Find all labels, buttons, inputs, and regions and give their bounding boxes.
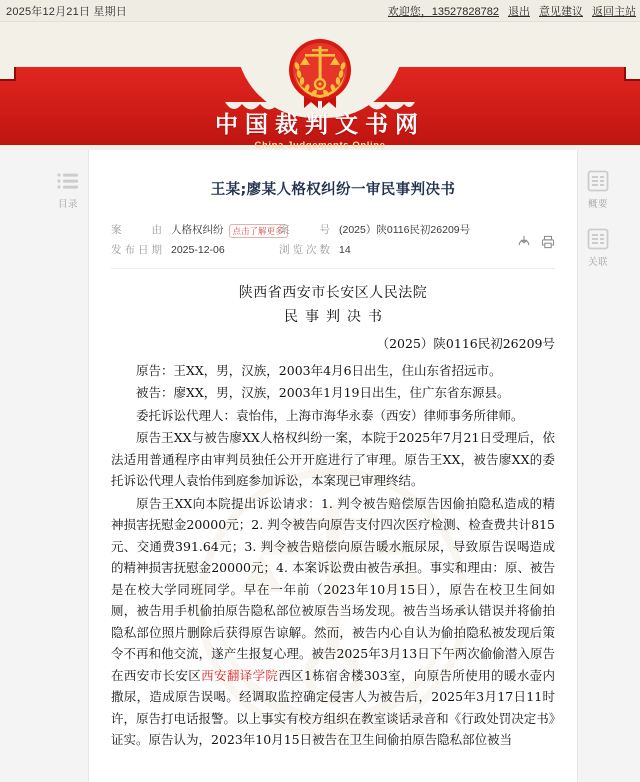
right-rail (578, 168, 618, 268)
list-outline-icon (55, 168, 81, 194)
meta-cause-label: 案 由 (111, 224, 165, 236)
site-subtitle: China Judgements Online (254, 140, 386, 150)
back-to-home-link[interactable]: 返回主站 (592, 5, 636, 18)
meta-row-2 (111, 241, 555, 261)
meta-pubdate-label: 发布日期 (111, 243, 165, 256)
meta-row-1 (111, 221, 555, 241)
document-content (111, 178, 555, 751)
rail-item-related[interactable] (585, 226, 611, 268)
site-title: 中国裁判文书网 (215, 112, 425, 138)
paragraph-procedure: 原告王XX与被告廖XX人格权纠纷一案，本院于2025年7月21日受理后，依法适用普通程序由审判员独任公开开庭进行了审理。原告王XX，被告廖XX的委托诉讼代理人袁怡伟到庭参加诉讼，本案现已审理终结。 (111, 430, 555, 489)
document-meta (111, 221, 555, 261)
rail-label-related: 关联 (587, 257, 608, 268)
paragraph-claims (111, 493, 555, 751)
meta-divider (111, 268, 555, 269)
document-panel[interactable] (88, 150, 578, 782)
document-kind: 民事判决书 (284, 308, 389, 325)
meta-views-value: 14 (339, 243, 351, 256)
related-doc-icon (585, 226, 611, 252)
banner-titles (0, 114, 640, 150)
welcome-user-link[interactable]: 欢迎您，13527828782 (387, 5, 499, 18)
meta-cause-value: 人格权纠纷 (171, 224, 224, 236)
meta-caseno-label: 案 号 (279, 224, 333, 236)
case-number-line: （2025）陕0116民初26209号 (376, 335, 555, 351)
site-banner (0, 22, 640, 150)
page-body (0, 150, 640, 782)
meta-caseno-value: (2025）陕0116民初26209号 (339, 224, 471, 236)
summary-doc-icon (585, 168, 611, 194)
left-rail (48, 168, 88, 210)
document-actions (517, 235, 555, 249)
meta-pubdate (111, 241, 279, 261)
rail-label-catalog: 目录 (57, 199, 78, 210)
paragraph-agent: 委托诉讼代理人：袁怡伟，上海市海华永泰（西安）律师事务所律师。 (136, 407, 524, 423)
meta-views-label: 浏览次数 (279, 243, 333, 256)
ribbon-notch-right (626, 67, 640, 79)
meta-caseno (279, 221, 470, 241)
court-name: 陕西省西安市长安区人民法院 (238, 284, 428, 301)
print-icon[interactable] (541, 235, 555, 249)
ribbon-notch-left (0, 67, 14, 79)
paragraph-claims-head: 原告王XX向本院提出诉讼请求：1. 判令被告赔偿原告因偷拍隐私造成的精神损害抚慰金20000元；2. 判令被告向原告支付四次医疗检测、检查费共计815元、交通费391.64元；3. 判令被告赔偿向原告暖水瓶尿尿，导致原告误喝造成的精神损害抚慰金20000元；4. 本案诉讼费由被告承担。事实和理由：原、被告是在校大学同班同学。早在一年前（2023年10月15日），原告在校卫生间如厕，被告用手机偷拍原告隐私部位被原告当场发现。被告当场承认错误并将偷拍隐私部位照片删除后获得原告谅解。然而，被告内心自认为偷拍隐私被发现后策令不再和他交流，遂产生报复心理。被告2025年3月13日下午两次偷偷潜入原告在西安市长安区 (111, 495, 555, 683)
rail-item-summary[interactable] (585, 168, 611, 210)
current-date-label: 2025年12月21日 星期日 (6, 5, 127, 18)
top-utility-bar (0, 0, 640, 22)
meta-pubdate-value: 2025-12-06 (171, 243, 225, 256)
feedback-link[interactable]: 意见建议 (539, 5, 583, 18)
court-emblem-icon (284, 36, 356, 114)
paragraph-plaintiff: 原告：王XX，男，汉族，2003年4月6日出生，住山东省招远市。 (136, 362, 502, 378)
logout-link[interactable]: 退出 (508, 5, 530, 18)
download-icon[interactable] (517, 235, 531, 249)
paragraph-claims-tail: 西区1栋宿舍楼303室，向原告所使用的暖水壶内撒尿，造成原告误喝。经调取监控确定侵害人为被告后，2025年3月17日11时许，原告打电话报警。以上事实有校方组织在教室谈话录音和《行政处罚决定书》证实。原告认为，2023年10月15日被告在卫生间偷拍原告隐私部位被当 (111, 667, 555, 748)
paragraph-defendant: 被告：廖XX，男，汉族，2003年1月19日出生，住广东省东源县。 (136, 385, 510, 401)
meta-cause (111, 221, 284, 241)
rail-label-summary: 概要 (587, 199, 608, 210)
meta-views (279, 241, 351, 261)
highlighted-school-name[interactable]: 西安翻译学院 (201, 667, 279, 683)
rail-item-catalog[interactable] (55, 168, 81, 210)
page-title: 王某;廖某人格权纠纷一审民事判决书 (210, 182, 456, 198)
learn-more-tag[interactable]: 点击了解更多 (229, 224, 288, 239)
top-links-group (388, 3, 636, 19)
